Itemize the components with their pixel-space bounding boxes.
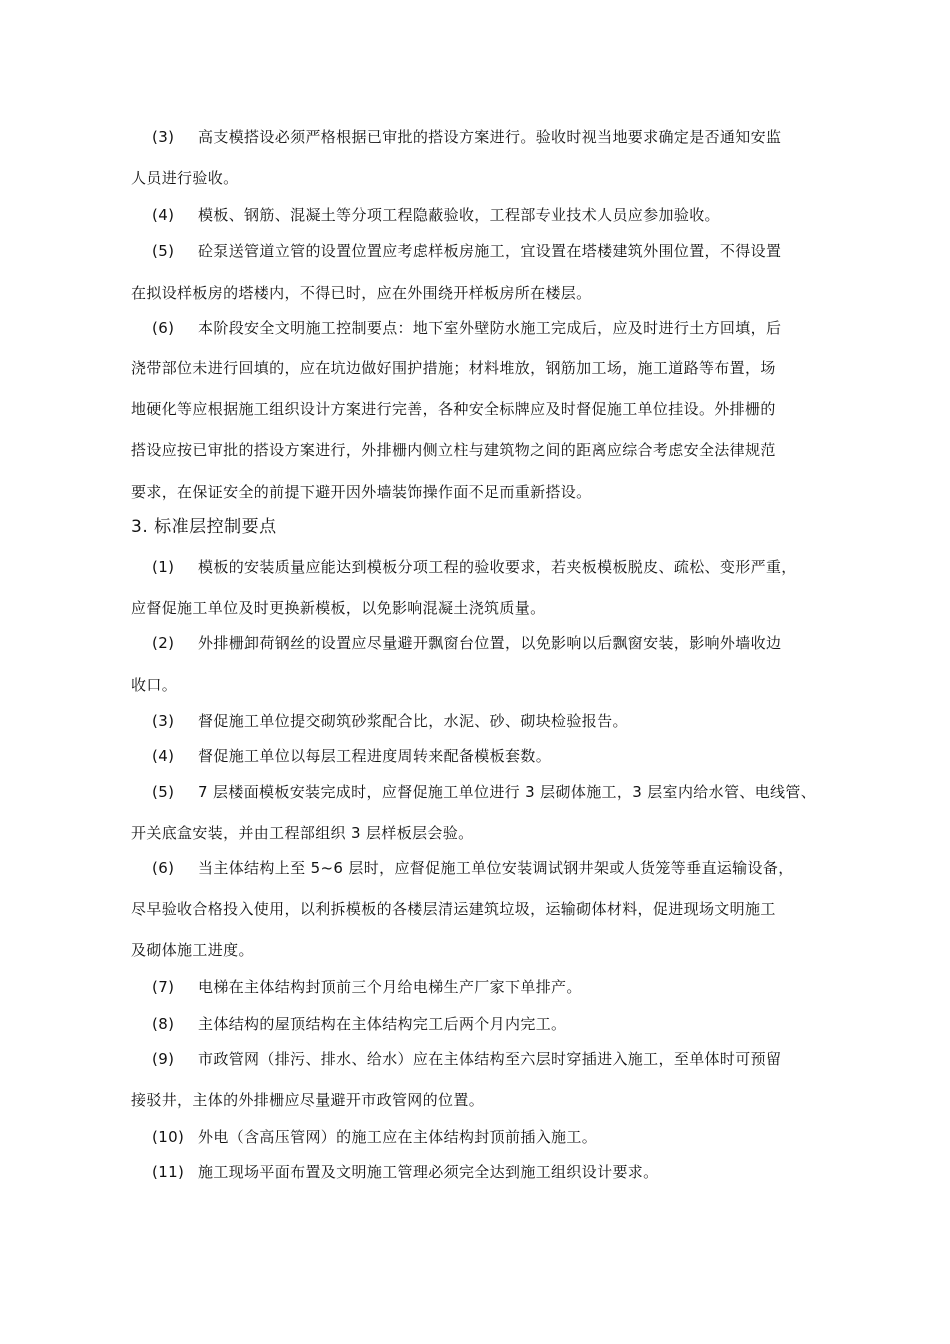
item-number: (3): [152, 128, 175, 146]
item-5-line-2: 在拟设样板房的塔楼内，不得已时，应在外围绕开样板房所在楼层。: [131, 284, 592, 302]
item-number: (2): [152, 634, 175, 652]
std-item-6-line-1: [152, 857, 794, 879]
item-6-line-4: 搭设应按已审批的搭设方案进行，外排栅内侧立柱与建筑物之间的距离应综合考虑安全法律规范: [131, 441, 776, 459]
std-item-10-line-1: [152, 1126, 597, 1148]
item-text: 主体结构的屋顶结构在主体结构完工后两个月内完工。: [198, 1015, 567, 1033]
std-item-2-line-1: [152, 632, 781, 654]
item-3-line-2: 人员进行验收。: [131, 169, 239, 187]
std-item-3-line-1: [152, 710, 628, 732]
item-number: (1): [152, 558, 175, 576]
item-number: (3): [152, 712, 175, 730]
std-item-5-line-1: [152, 781, 816, 803]
std-item-8-line-1: [152, 1013, 566, 1035]
item-6-line-2: 浇带部位未进行回填的，应在坑边做好围护措施；材料堆放，钢筋加工场，施工道路等布置，场: [131, 359, 776, 377]
item-text: 模板、钢筋、混凝土等分项工程隐蔽验收，工程部专业技术人员应参加验收。: [198, 206, 720, 224]
item-number: (8): [152, 1015, 175, 1033]
std-item-2-line-2: 收口。: [131, 676, 178, 694]
item-5-line-1: [152, 240, 781, 262]
std-item-7-line-1: [152, 976, 582, 998]
item-6-line-1: [152, 317, 781, 339]
item-6-line-3: 地硬化等应根据施工组织设计方案进行完善，各种安全标牌应及时督促施工单位挂设。外排栅的: [131, 400, 776, 418]
item-number: (9): [152, 1050, 175, 1068]
std-item-9-line-1: [152, 1048, 781, 1070]
std-item-6-line-2: 尽早验收合格投入使用，以利拆模板的各楼层清运建筑垃圾，运输砌体材料，促进现场文明施工: [131, 900, 776, 918]
item-number: (7): [152, 978, 175, 996]
item-number: (5): [152, 242, 175, 260]
item-number: (6): [152, 859, 175, 877]
item-4-line-1: [152, 204, 720, 226]
std-item-6-line-3: 及砌体施工进度。: [131, 941, 254, 959]
item-text: 督促施工单位提交砌筑砂浆配合比，水泥、砂、砌块检验报告。: [198, 712, 628, 730]
item-text: 电梯在主体结构封顶前三个月给电梯生产厂家下单排产。: [198, 978, 582, 996]
item-text: 外排栅卸荷钢丝的设置应尽量避开飘窗台位置，以免影响以后飘窗安装，影响外墙收边: [198, 634, 782, 652]
std-item-9-line-2: 接驳井，主体的外排栅应尽量避开市政管网的位置。: [131, 1091, 485, 1109]
section-heading: 3. 标准层控制要点: [131, 517, 277, 537]
item-text: 7 层楼面模板安装完成时，应督促施工单位进行 3 层砌体施工，3 层室内给水管、电线管、: [198, 783, 817, 801]
std-item-11-line-1: [152, 1161, 659, 1183]
item-text: 施工现场平面布置及文明施工管理必须完全达到施工组织设计要求。: [198, 1163, 659, 1181]
item-text: 外电（含高压管网）的施工应在主体结构封顶前插入施工。: [198, 1128, 598, 1146]
item-text: 当主体结构上至 5~6 层时，应督促施工单位安装调试钢井架或人货笼等垂直运输设备，: [198, 859, 794, 877]
item-text: 督促施工单位以每层工程进度周转来配备模板套数。: [198, 747, 552, 765]
item-number: (5): [152, 783, 175, 801]
item-number: (10): [152, 1128, 185, 1146]
item-text: 市政管网（排污、排水、给水）应在主体结构至六层时穿插进入施工，至单体时可预留: [198, 1050, 782, 1068]
item-text: 砼泵送管道立管的设置位置应考虑样板房施工，宜设置在塔楼建筑外围位置，不得设置: [198, 242, 782, 260]
item-number: (6): [152, 319, 175, 337]
item-text: 高支模搭设必须严格根据已审批的搭设方案进行。验收时视当地要求确定是否通知安监: [198, 128, 782, 146]
item-text: 本阶段安全文明施工控制要点：地下室外壁防水施工完成后，应及时进行土方回填，后: [198, 319, 782, 337]
std-item-1-line-1: [152, 556, 797, 578]
item-text: 模板的安装质量应能达到模板分项工程的验收要求，若夹板模板脱皮、疏松、变形严重，: [198, 558, 797, 576]
item-number: (11): [152, 1163, 185, 1181]
item-number: (4): [152, 206, 175, 224]
item-number: (4): [152, 747, 175, 765]
std-item-4-line-1: [152, 745, 551, 767]
std-item-1-line-2: 应督促施工单位及时更换新模板，以免影响混凝土浇筑质量。: [131, 599, 546, 617]
std-item-5-line-2: 开关底盒安装，并由工程部组织 3 层样板层会验。: [131, 824, 474, 842]
item-3-line-1: [152, 126, 781, 148]
item-6-line-5: 要求，在保证安全的前提下避开因外墙装饰操作面不足而重新搭设。: [131, 483, 592, 501]
